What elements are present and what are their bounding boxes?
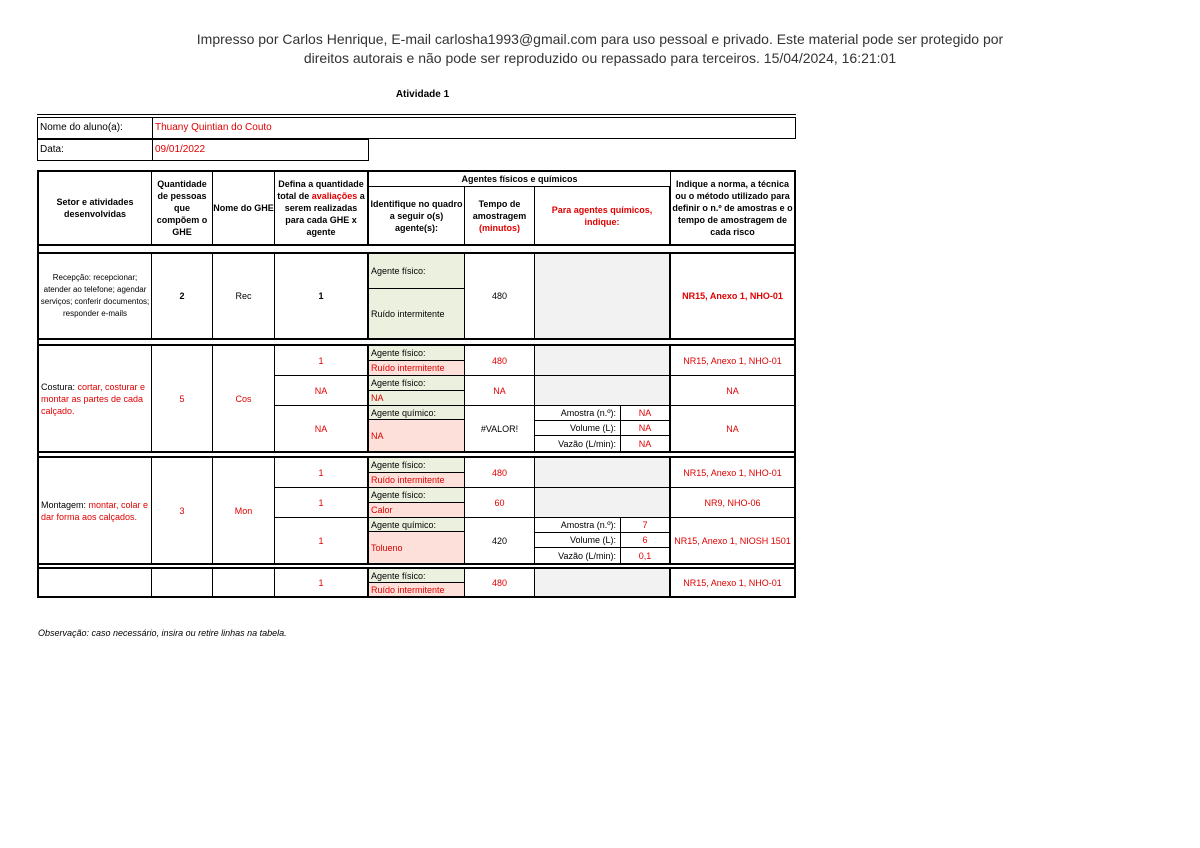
date-label: Data:: [38, 140, 153, 160]
tempo-montagem-1: 480: [465, 458, 535, 488]
date-row: [37, 139, 369, 161]
volume-costura: NA: [621, 421, 671, 436]
aval-costura-2: NA: [275, 376, 369, 406]
tempo-recepcao: 480: [465, 254, 535, 338]
header-norma: Indique a norma, a técnica ou o método utilizado para definir o n.º de amostras e o tempo de amostragem de cada risco: [672, 179, 793, 237]
header-avaliacoes-part2: a serem realizadas para cada GHE x agente: [284, 191, 365, 237]
amostra-label-montagem: Amostra (n.º):: [535, 518, 621, 533]
header-setor: Setor e atividades desenvolvidas: [39, 172, 152, 244]
tempo-montagem-2: 60: [465, 488, 535, 518]
amostra-montagem: 7: [621, 518, 671, 533]
print-notice: [40, 30, 1160, 68]
norma-montagem-2: NR9, NHO-06: [671, 488, 794, 518]
agent-recepcao: Ruído intermitente: [369, 289, 465, 338]
tempo-montagem-3: 420: [465, 518, 535, 563]
agent-costura-1: Ruído intermitente: [369, 361, 465, 376]
qtd-montagem: 3: [152, 458, 213, 563]
header-tempo-unit: (minutos): [479, 222, 520, 233]
aval-montagem-3: 1: [275, 518, 369, 563]
vazao-montagem: 0,1: [621, 548, 671, 563]
agent-label-costura-3: Agente químico:: [369, 406, 465, 420]
qtd-costura: 5: [152, 346, 213, 451]
tempo-costura-3: #VALOR!: [465, 406, 535, 451]
amostra-costura: NA: [621, 406, 671, 421]
agent-label-recepcao: Agente físico:: [369, 254, 465, 289]
agent-label-costura-2: Agente físico:: [369, 376, 465, 391]
agent-label-costura-1: Agente físico:: [369, 346, 465, 361]
norma-last: NR15, Anexo 1, NHO-01: [683, 577, 782, 588]
setor-montagem-label: Montagem:: [41, 499, 89, 510]
norma-costura-1: NR15, Anexo 1, NHO-01: [671, 346, 794, 376]
setor-costura-label: Costura:: [41, 381, 78, 392]
nome-costura: Cos: [213, 346, 275, 451]
agent-montagem-3: Tolueno: [369, 532, 465, 563]
agent-label-montagem-2: Agente físico:: [369, 488, 465, 503]
header-avaliacoes: [275, 172, 369, 244]
norma-recepcao: NR15, Anexo 1, NHO-01: [682, 291, 783, 301]
aval-costura-1: 1: [275, 346, 369, 376]
aval-costura-3: NA: [275, 406, 369, 451]
quimicos-recepcao: [535, 254, 671, 338]
amostra-label-costura: Amostra (n.º):: [535, 406, 621, 421]
header-agentes: Agentes físicos e químicos: [369, 172, 671, 187]
agent-costura-3: NA: [369, 420, 465, 451]
vazao-costura: NA: [621, 436, 671, 451]
aval-montagem-2: 1: [275, 488, 369, 518]
page-title: Atividade 1: [395, 89, 450, 100]
print-notice-line1: Impresso por Carlos Henrique, E-mail carlosha1993@gmail.com para uso pessoal e privado. Este material pode ser protegido por: [196, 31, 1004, 47]
observacao-note: Observação: caso necessário, insira ou retire linhas na tabela.: [38, 628, 287, 638]
nome-recepcao: Rec: [213, 254, 275, 338]
student-name-label: Nome do aluno(a):: [38, 118, 153, 138]
norma-costura-3: NA: [726, 423, 739, 434]
tempo-costura-2: NA: [465, 376, 535, 406]
agent-label-montagem-3: Agente químico:: [369, 518, 465, 532]
divider: [37, 114, 796, 115]
setor-costura-text: cortar, costurar e montar as partes de cada calçado.: [41, 381, 146, 416]
agent-label-montagem-1: Agente físico:: [369, 458, 465, 473]
header-quantidade: Quantidade de pessoas que compõem o GHE: [152, 172, 213, 244]
tempo-last: 480: [465, 569, 535, 596]
header-nome-ghe: Nome do GHE: [213, 172, 275, 244]
vazao-label-costura: Vazão (L/min):: [535, 436, 621, 451]
setor-montagem-text: montar, colar e dar forma aos calçados.: [41, 499, 149, 522]
agent-costura-2: NA: [369, 391, 465, 406]
date-value[interactable]: 09/01/2022: [155, 144, 206, 155]
volume-label-costura: Volume (L):: [535, 421, 621, 436]
qtd-recepcao: 2: [152, 254, 213, 338]
vazao-label-montagem: Vazão (L/min):: [535, 548, 621, 563]
volume-label-montagem: Volume (L):: [535, 533, 621, 548]
aval-montagem-1: 1: [275, 458, 369, 488]
aval-recepcao: 1: [275, 254, 369, 338]
print-notice-line2: direitos autorais e não pode ser reproduzido ou repassado para terceiros. 15/04/2024, 16:21:01: [303, 50, 897, 66]
agent-montagem-2: Calor: [369, 503, 465, 518]
header-para-quimicos: Para agentes químicos, indique:: [535, 187, 671, 244]
aval-last: 1: [275, 569, 369, 596]
student-name-row: [37, 117, 796, 139]
setor-montagem: [39, 458, 152, 563]
tempo-costura-1: 480: [465, 346, 535, 376]
norma-costura-2: NA: [671, 376, 794, 406]
nome-montagem: Mon: [213, 458, 275, 563]
setor-costura: [39, 346, 152, 451]
header-tempo-label: Tempo de amostragem: [472, 198, 527, 221]
setor-recepcao: Recepção: recepcionar; atender ao telefone; agendar serviços; conferir documentos; responder e-mails: [39, 254, 152, 338]
agent-label-last: Agente físico:: [369, 569, 465, 583]
header-avaliacoes-highlight: avaliações: [311, 191, 358, 201]
header-identifique: Identifique no quadro a seguir o(s) agente(s):: [369, 187, 465, 244]
agent-montagem-1: Ruído intermitente: [369, 473, 465, 488]
student-name-value[interactable]: Thuany Quintian do Couto: [155, 122, 272, 133]
volume-montagem: 6: [621, 533, 671, 548]
header-avaliacoes-part1: Defina a quantidade total de: [277, 179, 364, 201]
norma-montagem-1: NR15, Anexo 1, NHO-01: [671, 458, 794, 488]
header-tempo: [465, 187, 535, 244]
risk-table-grid: [37, 170, 796, 598]
agent-last: Ruído intermitente: [369, 583, 465, 596]
norma-montagem-3: NR15, Anexo 1, NIOSH 1501: [674, 535, 791, 546]
